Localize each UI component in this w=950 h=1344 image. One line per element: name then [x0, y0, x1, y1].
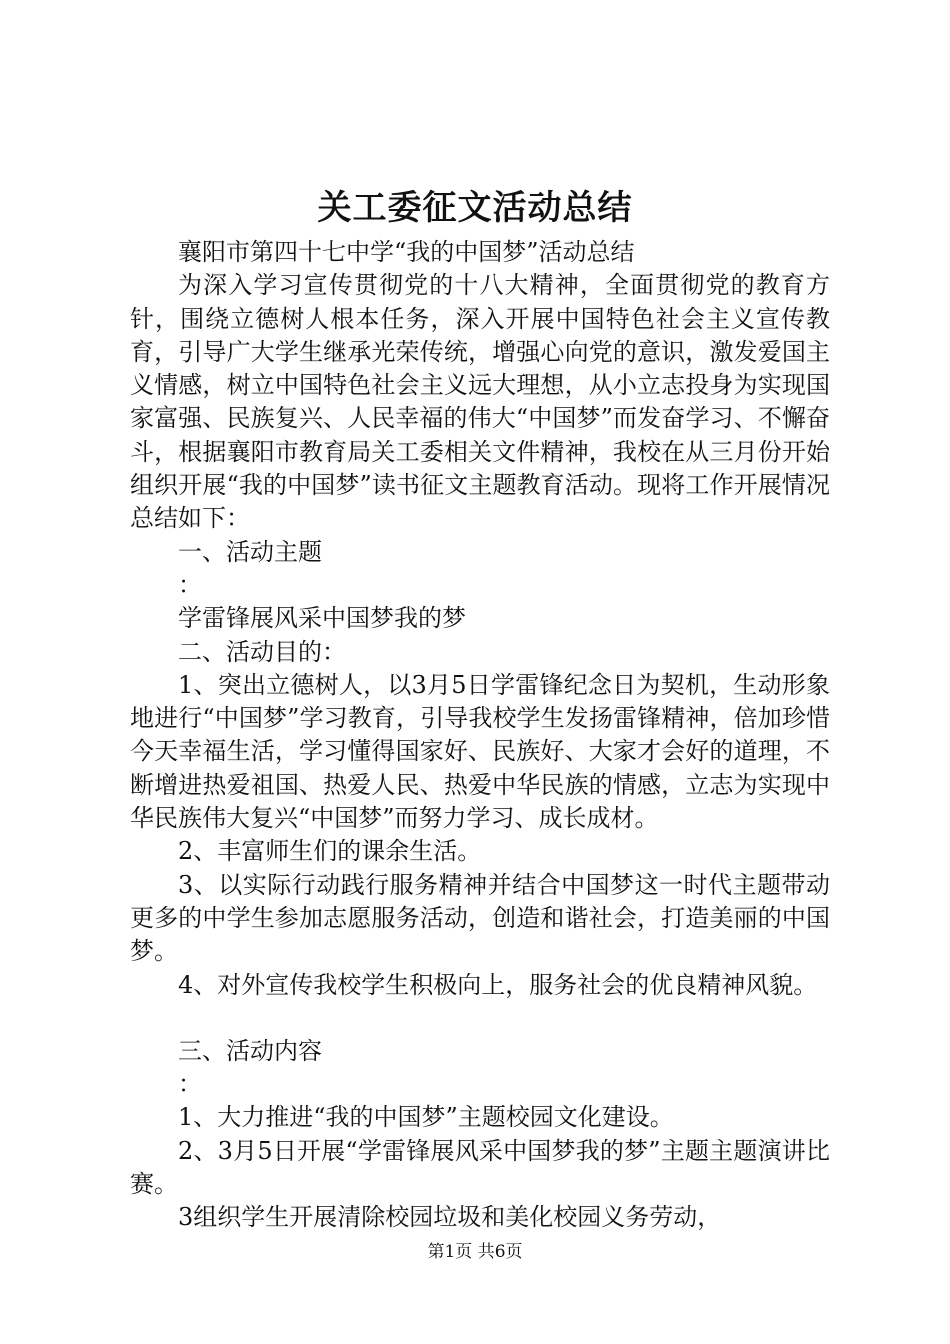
paragraph-purpose-3: 3、以实际行动践行服务精神并结合中国梦这一时代主题带动更多的中学生参加志愿服务活动，创造和谐社会，打造美丽的中国梦。	[130, 870, 830, 966]
page-number-footer: 第1页 共6页	[427, 1242, 523, 1262]
paragraph-content-3: 3组织学生开展清除校园垃圾和美化校园义务劳动，	[178, 1203, 722, 1232]
document-title: 关工委征文活动总结	[317, 188, 633, 228]
document-body	[130, 236, 830, 1235]
heading-activity-content: 三、活动内容	[178, 1036, 322, 1065]
paragraph-content-1: 1、大力推进“我的中国梦”主题校园文化建设。	[178, 1103, 674, 1132]
paragraph-purpose-2: 2、丰富师生们的课余生活。	[178, 837, 482, 866]
paragraph-intro: 为深入学习宣传贯彻党的十八大精神，全面贯彻党的教育方针，围绕立德树人根本任务，深入开展中国特色社会主义宣传教育，引导广大学生继承光荣传统，增强心向党的意识，激发爱国主义情感，树立中国特色社会主义远大理想，从小立志投身为实现国家富强、民族复兴、人民幸福的伟大“中国梦”而发奋学习、不懈奋斗，根据襄阳市教育局关工委相关文件精神，我校在从三月份开始组织开展“我的中国梦”读书征文主题教育活动。现将工作开展情况总结如下：	[130, 271, 830, 533]
paragraph-purpose-1: 1、突出立德树人，以3月5日学雷锋纪念日为契机，生动形象地进行“中国梦”学习教育，引导我校学生发扬雷锋精神，倍加珍惜今天幸福生活，学习懂得国家好、民族好、大家才会好的道理，不断增进热爱祖国、热爱人民、热爱中华民族的情感，立志为实现中华民族伟大复兴“中国梦”而努力学习、成长成材。	[130, 670, 830, 833]
colon-line: ：	[178, 570, 202, 599]
paragraph-purpose-4: 4、对外宣传我校学生积极向上，服务社会的优良精神风貌。	[178, 970, 818, 999]
paragraph-content-2: 2、3月5日开展“学雷锋展风采中国梦我的梦”主题主题演讲比赛。	[130, 1136, 830, 1199]
paragraph-theme-text: 学雷锋展风采中国梦我的梦	[178, 604, 466, 633]
paragraph-subtitle: 襄阳市第四十七中学“我的中国梦”活动总结	[178, 238, 635, 266]
heading-activity-theme: 一、活动主题	[178, 537, 322, 566]
heading-activity-purpose: 二、活动目的：	[178, 637, 346, 666]
colon-line-2: ：	[178, 1070, 202, 1099]
